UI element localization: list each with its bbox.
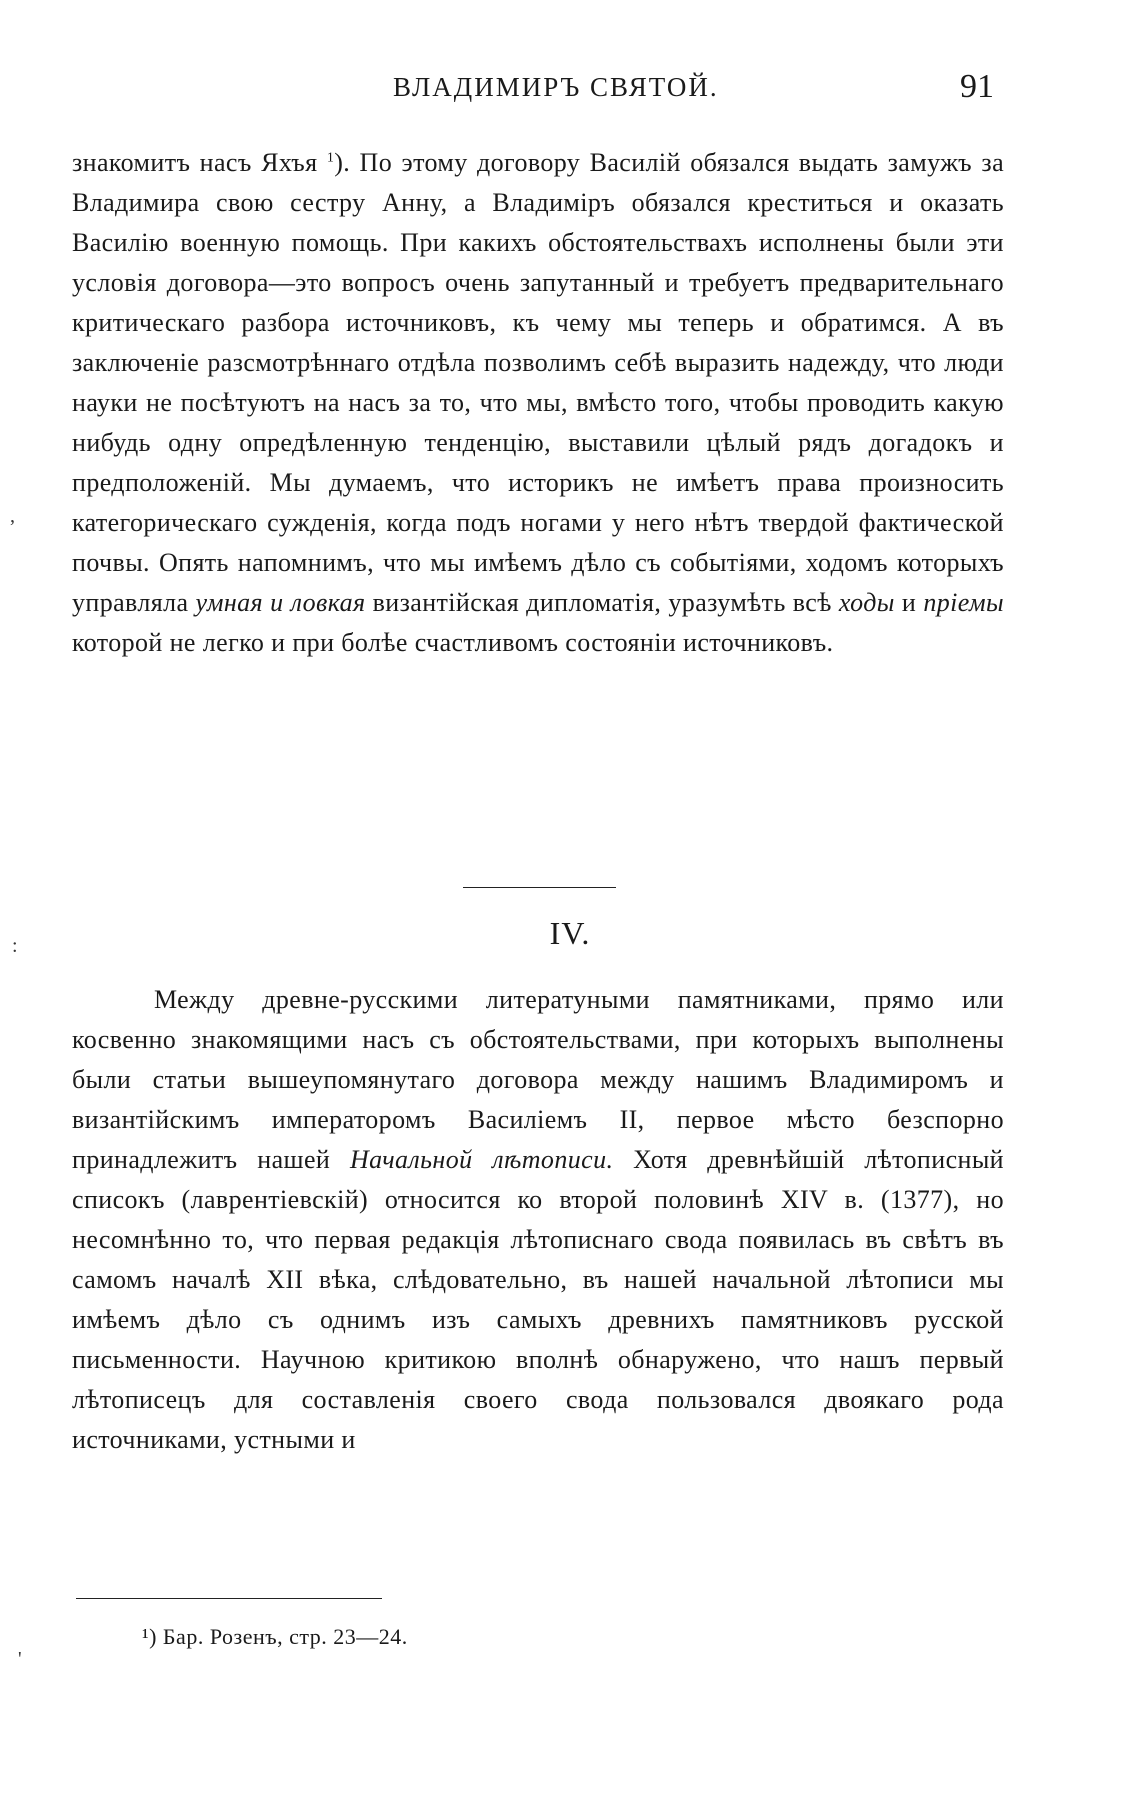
footnote (142, 1624, 408, 1650)
paragraph-2-part-a: Между древне-русскими литератуными памятниками, прямо или косвенно знакомящими насъ съ обстоятельствами, при которыхъ выполнены были статьи вышеупомянутаго договора между нашимъ Владимиромъ и византійскимъ императоромъ Василіемъ II, первое мѣсто безспорно принадлежитъ нашей (72, 985, 1004, 1174)
paragraph-2-part-b: Хотя древнѣйшій лѣтописный списокъ (лаврентіевскій) относится ко второй половинѣ XIV в. (1377), но несомнѣнно то, что первая редакція лѣтописнаго свода появилась въ свѣтъ въ самомъ началѣ XII вѣка, слѣдовательно, въ нашей начальной лѣтописи мы имѣемъ дѣло съ однимъ изъ самыхъ древнихъ памятниковъ русской письменности. Научною критикою вполнѣ обнаружено, что нашъ первый лѣтописецъ для составленія своего свода пользовался двоякаго рода источниками, устными и (72, 1145, 1005, 1454)
footnote-text: Бар. Розенъ, стр. 23—24. (162, 1624, 408, 1649)
italic-word-priemy: пріемы (923, 588, 1005, 617)
footnote-divider (76, 1598, 382, 1599)
italic-word-hody: ходы (838, 588, 895, 617)
paragraph-1-part-d: и (901, 588, 917, 617)
margin-speck: ' (18, 1648, 22, 1670)
page-number: 91 (960, 68, 994, 105)
paragraph-1-part-b: ). По этому договору Василій обязался выдать замужъ за Владимира свою сестру Анну, а Владиміръ обязался креститься и оказать Василію военную помощь. При какихъ обстоятельствахъ исполнены были эти условія договора—это вопросъ очень запутанный и требуетъ предварительнаго критическаго разбора источниковъ, къ чему мы теперь и обратимся. А въ заключеніе разсмотрѣннаго отдѣла позволимъ себѣ выразить надежду, что люди науки не посѣтуютъ на насъ за то, что мы, вмѣсто того, чтобы проводить какую нибудь одну опредѣленную тенденцію, выставили цѣлый рядъ догадокъ и предположеній. Мы думаемъ, что историкъ не имѣетъ права произносить категорическаго сужденія, когда подъ ногами у него нѣтъ твердой фактической почвы. Опять напомнимъ, что мы имѣемъ дѣло съ событіями, ходомъ которыхъ управляла (72, 148, 1005, 617)
footnote-reference: 1 (326, 150, 335, 166)
italic-chronicle-title: Начальной лѣтописи. (350, 1145, 614, 1174)
margin-speck: : (12, 935, 18, 957)
paragraph-1-part-c: византійская дипломатія, уразумѣть всѣ (372, 588, 832, 617)
section-heading: IV. (549, 915, 591, 951)
section-divider (463, 887, 616, 888)
running-title: ВЛАДИМИРЪ СВЯТОЙ. (393, 72, 719, 102)
running-head (0, 68, 1140, 112)
paragraph-1 (72, 143, 1004, 663)
paragraph-2-text (72, 980, 1004, 1460)
footnote-marker: ¹) (142, 1624, 157, 1649)
paragraph-1-part-a: знакомитъ насъ Яхъя (72, 148, 318, 177)
italic-phrase-umnaya-lovkaya: умная и ловкая (195, 588, 366, 617)
paragraph-2 (72, 980, 1004, 1460)
paragraph-1-part-e: которой не легко и при болѣе счастливомъ состояніи источниковъ. (72, 628, 834, 657)
margin-speck: , (10, 505, 15, 527)
paragraph-1-text (72, 143, 1004, 663)
